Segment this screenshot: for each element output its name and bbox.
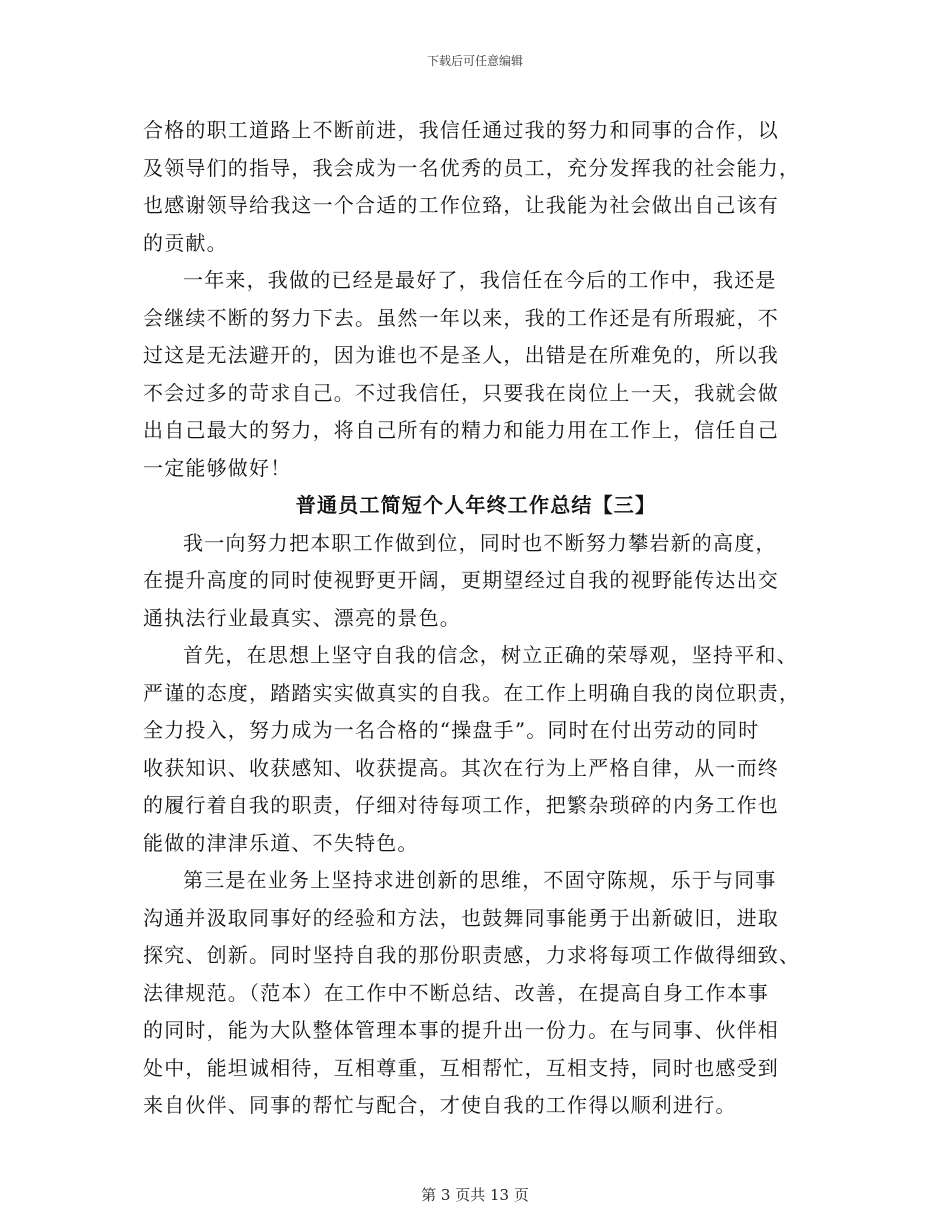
paragraph-start-line: 第三是在业务上坚持求进创新的思维，不固守陈规，乐于与同事 <box>183 868 777 892</box>
text-line: 通执法行业最真实、漂亮的景色。 <box>143 605 461 630</box>
text-line: 过这是无法避开的，因为谁也不是圣人，出错是在所难免的，所以我 <box>143 343 779 367</box>
text-line: 沟通并汲取同事好的经验和方法，也鼓舞同事能勇于出新破旧，进取 <box>143 905 779 930</box>
text-line: 在提升高度的同时使视野更开阔，更期望经过自我的视野能传达出交 <box>143 568 779 592</box>
text-line: 全力投入，努力成为一名合格的“操盘手”。同时在付出劳动的同时 <box>143 718 760 742</box>
text-line: 能做的津津乐道、不失特色。 <box>143 830 419 855</box>
text-line: 收获知识、收获感知、收获提高。其次在行为上严格自律，从一而终 <box>143 755 779 780</box>
text-line: 探究、创新。同时坚持自我的那份职责感，力求将每项工作做得细致、 <box>143 943 801 967</box>
page-footer: 第 3 页共 13 页 <box>421 1186 529 1204</box>
paragraph-start-line: 一年来，我做的已经是最好了，我信任在今后的工作中，我还是 <box>183 268 777 292</box>
text-line: 来自伙伴、同事的帮忙与配合，才使自我的工作得以顺利进行。 <box>143 1093 737 1117</box>
text-line: 不会过多的苛求自己。不过我信任，只要我在岗位上一天，我就会做 <box>143 380 779 405</box>
text-line: 也感谢领导给我这一个合适的工作位臵，让我能为社会做出自己该有 <box>143 193 779 217</box>
text-line: 法律规范。（范本）在工作中不断总结、改善，在提高自身工作本事 <box>143 980 769 1005</box>
text-line: 一定能够做好！ <box>143 455 292 480</box>
text-line: 合格的职工道路上不断前进，我信任通过我的努力和同事的合作，以 <box>143 118 779 142</box>
paragraph-start-line: 首先，在思想上坚守自我的信念，树立正确的荣辱观，坚持平和、 <box>183 643 798 667</box>
text-line: 及领导们的指导，我会成为一名优秀的员工，充分发挥我的社会能力， <box>143 155 801 180</box>
page-header: 下载后可任意编辑 <box>426 54 523 68</box>
text-line: 处中，能坦诚相待，互相尊重，互相帮忙，互相支持，同时也感受到 <box>143 1055 779 1080</box>
section-heading: 普通员工简短个人年终工作总结【三】 <box>295 493 657 517</box>
text-line: 会继续不断的努力下去。虽然一年以来，我的工作还是有所瑕疵，不 <box>143 305 779 330</box>
text-line: 出自己最大的努力，将自己所有的精力和能力用在工作上，信任自己 <box>143 418 779 442</box>
text-line: 的贡献。 <box>143 230 228 255</box>
paragraph-start-line: 我一向努力把本职工作做到位，同时也不断努力攀岩新的高度， <box>183 530 777 555</box>
text-line: 严谨的态度，踏踏实实做真实的自我。在工作上明确自我的岗位职责， <box>143 680 801 705</box>
document-body <box>143 112 809 1125</box>
text-line: 的履行着自我的职责，仔细对待每项工作，把繁杂琐碎的内务工作也 <box>143 793 779 817</box>
text-line: 的同时，能为大队整体管理本事的提升出一份力。在与同事、伙伴相 <box>143 1018 779 1042</box>
